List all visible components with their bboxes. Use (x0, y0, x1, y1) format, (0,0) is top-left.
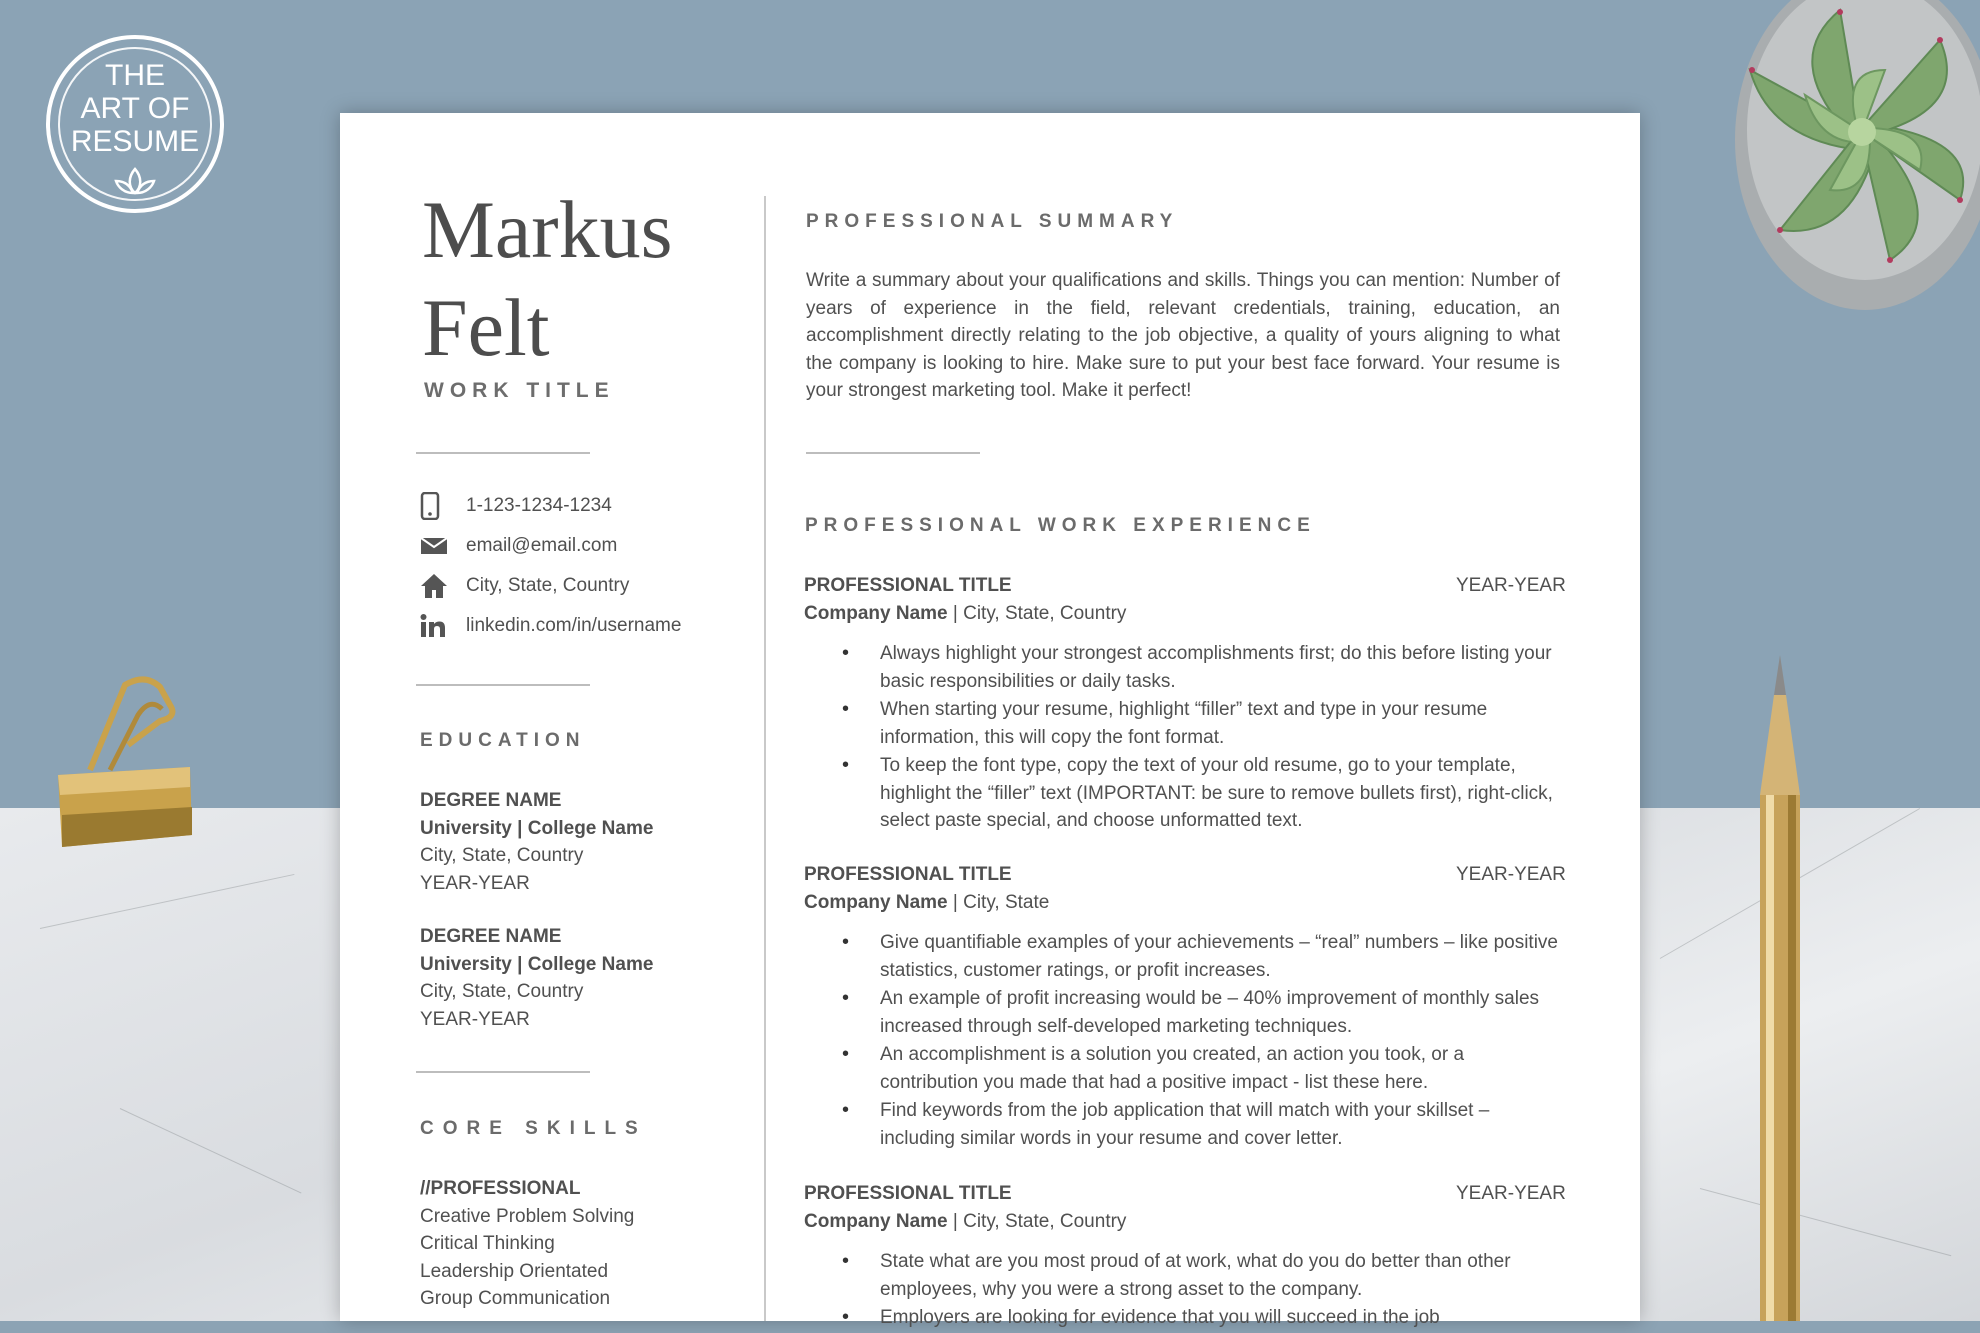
art-of-resume-logo (46, 35, 224, 213)
succulent-plant-image (1690, 0, 1980, 330)
job-title: PROFESSIONAL TITLE (804, 864, 1012, 885)
bullet-item: • To keep the font type, copy the text of your old resume, go to your template, highlight the “filler” text (IMPORTANT: be sure to remove bullets first), right-click, select paste special, and choose unformatted text. (804, 752, 1564, 835)
core-skills-heading: CORE SKILLS (420, 1118, 647, 1139)
company-name: Company Name (804, 892, 948, 913)
company-name: Company Name (804, 1211, 948, 1232)
work-title: WORK TITLE (424, 379, 615, 402)
contact-linkedin (420, 611, 681, 641)
leaf-icon (114, 167, 156, 195)
job-years: YEAR-YEAR (1456, 1183, 1566, 1204)
job-company-line (804, 892, 1049, 914)
gold-pen-image (1736, 655, 1826, 1321)
education-entry (420, 787, 653, 897)
left-divider-2 (416, 684, 590, 686)
email-address: email@email.com (466, 535, 618, 556)
bullet-item: • When starting your resume, highlight “filler” text and type in your resume information, this will copy the font format. (804, 696, 1564, 751)
skill-item: Creative Problem Solving (420, 1205, 635, 1227)
skill-item: Leadership Orientated (420, 1260, 609, 1282)
resume-page (340, 113, 1640, 1328)
linkedin-icon (420, 611, 454, 641)
job-bullets (804, 640, 1564, 836)
bullet-item: • Employers are looking for evidence that you will succeed in the job (804, 1304, 1564, 1332)
envelope-icon (420, 531, 454, 561)
logo-line-1: THE (105, 59, 165, 92)
right-divider (806, 452, 980, 454)
contact-phone (420, 491, 612, 521)
bullet-item: • Find keywords from the job application that will match with your skillset – including similar words in your resume and cover letter. (804, 1097, 1564, 1152)
bullet-item: • An example of profit increasing would be – 40% improvement of monthly sales increased through self-developed marketing techniques. (804, 985, 1564, 1040)
company-location: | City, State, Country (947, 1211, 1127, 1232)
job-bullets (804, 1248, 1564, 1333)
skill-item: Group Communication (420, 1288, 611, 1309)
school-years: YEAR-YEAR (420, 1008, 530, 1030)
column-divider (764, 196, 766, 1321)
last-name: Felt (422, 282, 550, 373)
school-name: University | College Name (420, 817, 654, 839)
location-text: City, State, Country (466, 575, 630, 596)
first-name: Markus (422, 184, 673, 275)
company-name: Company Name (804, 603, 948, 624)
company-location: | City, State, Country (947, 603, 1127, 624)
bullet-item: • Give quantifiable examples of your achievements – “real” numbers – like positive statistics, customer ratings, or profit increases. (804, 929, 1564, 984)
job-title: PROFESSIONAL TITLE (804, 575, 1012, 596)
binder-clip-image (50, 675, 200, 865)
skills-list (420, 1175, 634, 1313)
school-location: City, State, Country (420, 981, 584, 1002)
job-bullets (804, 929, 1564, 1153)
skill-item: Critical Thinking (420, 1233, 555, 1254)
bullet-item: • State what are you most proud of at work, what do you do better than other employees, why you were a strong asset to the company. (804, 1248, 1564, 1303)
job-company-line (804, 1211, 1126, 1233)
degree-name: DEGREE NAME (420, 790, 562, 811)
job-company-line (804, 603, 1126, 625)
summary-heading: PROFESSIONAL SUMMARY (806, 211, 1179, 232)
left-divider-3 (416, 1071, 590, 1073)
logo-line-2: ART OF (80, 92, 190, 125)
bullet-item: • Always highlight your strongest accomplishments first; do this before listing your basic responsibilities or daily tasks. (804, 640, 1564, 695)
school-years: YEAR-YEAR (420, 872, 530, 894)
phone-icon (420, 491, 454, 521)
phone-number: 1-123-1234-1234 (466, 495, 612, 516)
skills-group-label: //PROFESSIONAL (420, 1178, 581, 1199)
education-entry (420, 923, 653, 1033)
job-title: PROFESSIONAL TITLE (804, 1183, 1012, 1204)
home-icon (420, 571, 454, 601)
summary-text: Write a summary about your qualifications and skills. Things you can mention: Number of years of experience in the field, relevant credentials, training, education, an accomplishment directly relating to the job objective, a quality of yours aligning to what the company is looking to hire. Make sure to put your best face forward. Your resume is your strongest marketing tool. Make it perfect! (806, 270, 1560, 401)
experience-heading: PROFESSIONAL WORK EXPERIENCE (805, 515, 1316, 536)
job-years: YEAR-YEAR (1456, 575, 1566, 596)
company-location: | City, State (947, 892, 1050, 913)
left-divider-1 (416, 452, 590, 454)
school-name: University | College Name (420, 953, 654, 975)
contact-location (420, 571, 629, 601)
education-heading: EDUCATION (420, 730, 586, 751)
job-years: YEAR-YEAR (1456, 864, 1566, 885)
bullet-item: • An accomplishment is a solution you created, an action you took, or a contribution you made that had a positive impact - list these here. (804, 1041, 1564, 1096)
linkedin-url: linkedin.com/in/username (466, 615, 682, 636)
degree-name: DEGREE NAME (420, 926, 562, 947)
school-location: City, State, Country (420, 845, 584, 866)
logo-line-3: RESUME (70, 125, 200, 158)
contact-email (420, 531, 617, 561)
